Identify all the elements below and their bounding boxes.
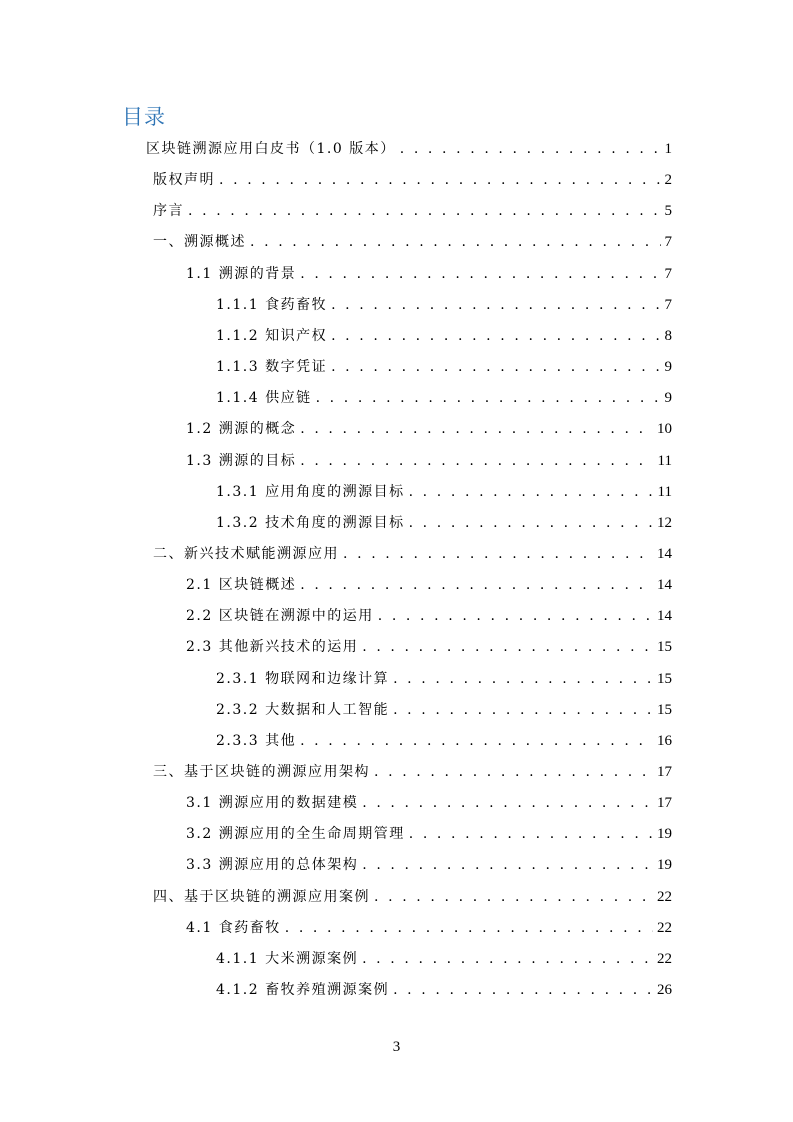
- toc-dot-leader: [300, 421, 653, 437]
- toc-entry-label: 3.3 溯源应用的总体架构: [186, 857, 359, 874]
- toc-entry-page: 15: [657, 639, 672, 656]
- toc-dot-leader: [409, 484, 654, 500]
- toc-dot-leader: [300, 577, 653, 593]
- toc-entry-page: 8: [664, 327, 672, 344]
- toc-entry[interactable]: [186, 823, 672, 854]
- toc-entry-page: 9: [664, 390, 672, 407]
- toc-entry-label: 2.3 其他新兴技术的运用: [186, 639, 359, 656]
- toc-entry-page: 22: [657, 888, 672, 905]
- toc-dot-leader: [362, 639, 653, 655]
- toc-entry-page: 17: [657, 764, 672, 780]
- toc-entry-page: 1: [664, 141, 672, 157]
- toc-entry[interactable]: [146, 138, 672, 169]
- toc-entry[interactable]: [153, 543, 672, 574]
- toc-entry[interactable]: [153, 231, 672, 262]
- toc-entry-page: 15: [657, 670, 672, 687]
- toc-dot-leader: [362, 795, 653, 811]
- toc-dot-leader: [300, 266, 660, 282]
- toc-entry[interactable]: [153, 886, 672, 917]
- toc-entry[interactable]: [186, 792, 672, 823]
- toc-entry-page: 2: [664, 172, 672, 189]
- toc-entry[interactable]: [186, 574, 672, 605]
- toc-dot-leader: [400, 141, 661, 157]
- toc-entry-label: 4.1 食药畜牧: [186, 919, 281, 936]
- toc-entry-page: 22: [657, 919, 672, 936]
- toc-dot-leader: [393, 982, 653, 998]
- toc-entry[interactable]: [186, 917, 672, 948]
- toc-entry-label: 3.1 溯源应用的数据建模: [186, 795, 359, 812]
- toc-dot-leader: [393, 671, 653, 687]
- toc-dot-leader: [300, 733, 653, 749]
- toc-entry[interactable]: [216, 699, 672, 730]
- toc-dot-leader: [331, 297, 660, 313]
- toc-entry-label: 1.1.4 供应链: [216, 390, 312, 407]
- toc-dot-leader: [393, 702, 653, 718]
- toc-entry[interactable]: [153, 169, 672, 200]
- toc-entry[interactable]: [216, 948, 672, 979]
- toc-entry[interactable]: [216, 294, 672, 325]
- toc-entry-page: 17: [657, 795, 672, 812]
- toc-entry[interactable]: [216, 979, 672, 1010]
- toc-entry-page: 26: [657, 982, 672, 999]
- toc-entry-label: 2.2 区块链在溯源中的运用: [186, 608, 374, 625]
- toc-dot-leader: [362, 951, 653, 967]
- toc-entry-page: 14: [657, 545, 672, 562]
- toc-entry-label: 1.3.1 应用角度的溯源目标: [216, 483, 405, 500]
- toc-entry[interactable]: [216, 481, 672, 512]
- toc-entry-label: 一、溯源概述: [153, 234, 246, 251]
- toc-entry-page: 15: [657, 701, 672, 718]
- toc-entry-label: 四、基于区块链的溯源应用案例: [153, 888, 370, 905]
- toc-entry-label: 2.3.3 其他: [216, 732, 297, 749]
- toc-entry-label: 3.2 溯源应用的全生命周期管理: [186, 826, 405, 843]
- toc-entry-label: 2.1 区块链概述: [186, 577, 297, 594]
- toc-dot-leader: [188, 203, 661, 219]
- toc-entry[interactable]: [186, 263, 672, 294]
- toc-entry-label: 序言: [153, 203, 184, 220]
- toc-entry-page: 19: [657, 826, 672, 843]
- toc-entry[interactable]: [153, 761, 672, 792]
- toc-entry-page: 14: [657, 577, 672, 594]
- toc-entry-page: 14: [657, 608, 672, 625]
- toc-entry[interactable]: [216, 387, 672, 418]
- toc-entry-page: 12: [657, 514, 672, 531]
- toc-entry-label: 2.3.1 物联网和边缘计算: [216, 670, 390, 687]
- toc-entry-label: 1.1.1 食药畜牧: [216, 296, 328, 313]
- toc-entry-label: 1.1.2 知识产权: [216, 327, 328, 344]
- toc-entry[interactable]: [216, 356, 672, 387]
- toc-dot-leader: [362, 857, 653, 873]
- toc-entry-label: 1.1 溯源的背景: [186, 265, 297, 282]
- toc-entry-page: 11: [657, 483, 672, 500]
- toc-dot-leader: [343, 546, 653, 562]
- toc-entry[interactable]: [153, 200, 672, 231]
- toc-entry[interactable]: [186, 418, 672, 449]
- toc-entry-page: 7: [664, 265, 672, 282]
- toc-entry-page: 7: [664, 234, 672, 251]
- toc-entry-label: 三、基于区块链的溯源应用架构: [153, 764, 370, 780]
- toc-entry-label: 区块链溯源应用白皮书（1.0 版本）: [146, 141, 396, 157]
- toc-dot-leader: [331, 359, 660, 375]
- toc-entry-label: 1.1.3 数字凭证: [216, 359, 328, 376]
- toc-entry-page: 5: [664, 203, 672, 220]
- toc-title: 目录: [122, 105, 166, 129]
- toc-entry-label: 4.1.1 大米溯源案例: [216, 950, 359, 967]
- toc-dot-leader: [316, 390, 661, 406]
- toc-entry-label: 1.3.2 技术角度的溯源目标: [216, 514, 405, 531]
- toc-entry-page: 9: [664, 359, 672, 376]
- toc-dot-leader: [300, 453, 653, 469]
- toc-dot-leader: [378, 608, 653, 624]
- toc-dot-leader: [331, 328, 660, 344]
- toc-entry[interactable]: [186, 636, 672, 667]
- page-number: 3: [392, 1039, 401, 1055]
- toc-entry-page: 22: [657, 950, 672, 967]
- toc-entry-label: 1.2 溯源的概念: [186, 421, 297, 438]
- toc-entry[interactable]: [216, 325, 672, 356]
- toc-entry[interactable]: [216, 668, 672, 699]
- toc-entry-page: 10: [657, 421, 672, 438]
- toc-entry-page: 16: [657, 732, 672, 749]
- toc-dot-leader: [250, 234, 661, 250]
- toc-entry[interactable]: [186, 854, 672, 885]
- toc-dot-leader: [374, 889, 653, 905]
- toc-entry-page: 11: [657, 452, 672, 469]
- toc-entry[interactable]: [216, 730, 672, 761]
- toc-entry-label: 1.3 溯源的目标: [186, 452, 297, 469]
- toc-entry[interactable]: [186, 605, 672, 636]
- toc-entry-page: 19: [657, 857, 672, 874]
- toc-entry[interactable]: [186, 450, 672, 481]
- toc-dot-leader: [409, 515, 653, 531]
- toc-dot-leader: [409, 826, 653, 842]
- toc-dot-leader: [219, 172, 661, 188]
- toc-entry-label: 4.1.2 畜牧养殖溯源案例: [216, 982, 390, 999]
- toc-entry-label: 版权声明: [153, 172, 215, 189]
- toc-dot-leader: [285, 920, 653, 936]
- toc-entry[interactable]: [216, 512, 672, 543]
- toc-entry-label: 二、新兴技术赋能溯源应用: [153, 545, 339, 562]
- toc-dot-leader: [374, 764, 653, 780]
- toc-entry-page: 7: [664, 296, 672, 313]
- toc-entry-label: 2.3.2 大数据和人工智能: [216, 701, 390, 718]
